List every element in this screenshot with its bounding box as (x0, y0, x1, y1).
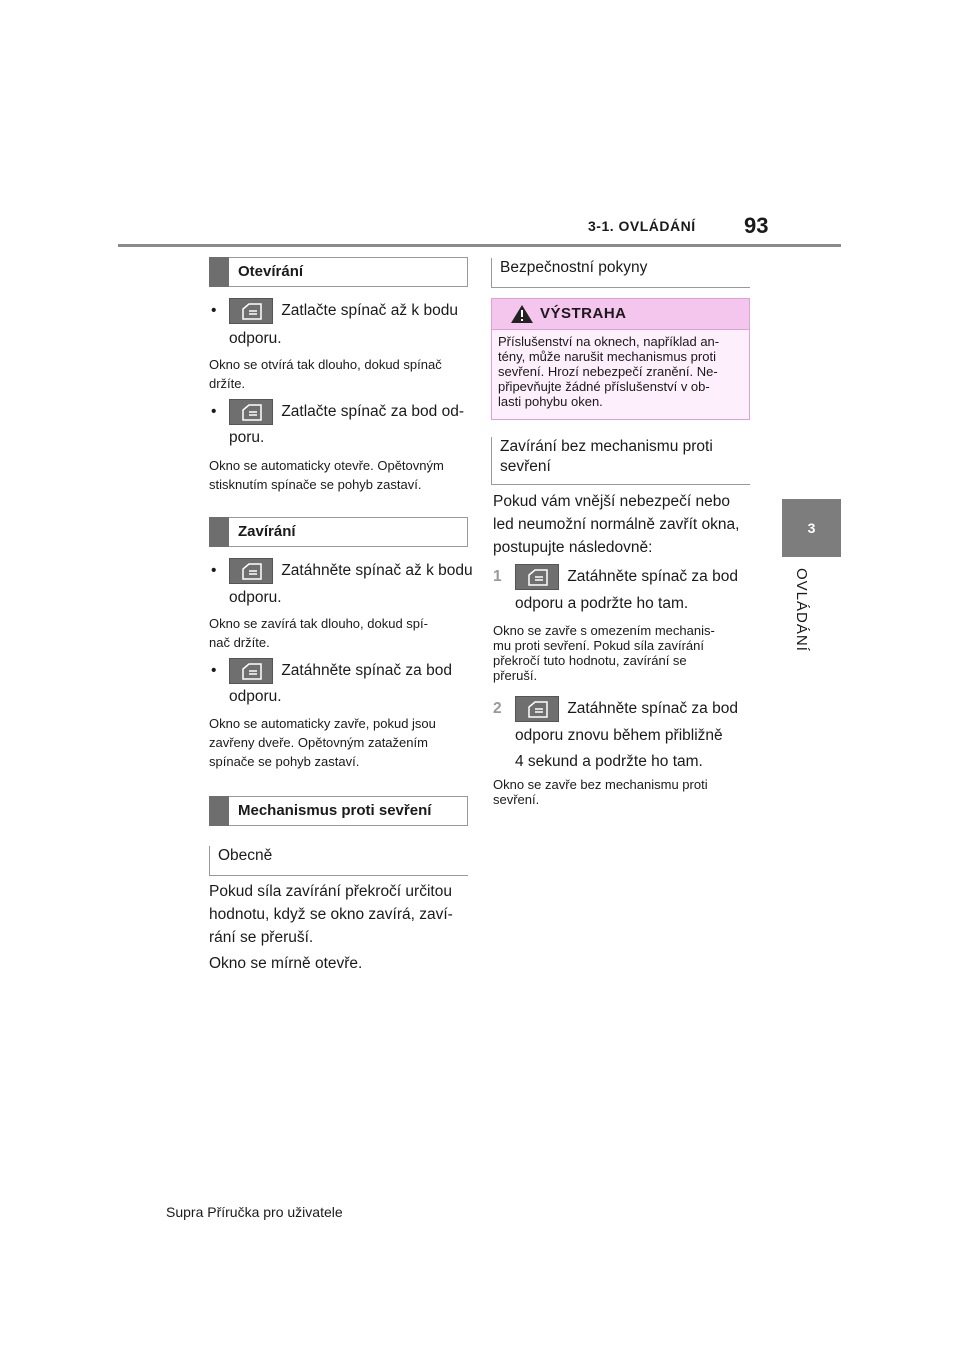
note-text: Okno se zavře bez mechanismu proti sevření. (493, 777, 708, 807)
list-item: • Zatáhněte spínač za bod (211, 658, 452, 684)
note-text: Okno se automaticky zavře, pokud jsou zavřeny dveře. Opětovným zatažením spínače se pohyb zastaví. (209, 716, 436, 769)
step-item: 1 Zatáhněte spínač za bod (493, 564, 738, 590)
section-header-antipinch (209, 796, 468, 826)
note-text: Okno se automaticky otevře. Opětovným stisknutím spínače se pohyb zastaví. (209, 458, 444, 492)
section-header-label: Mechanismus proti sevření (238, 802, 432, 819)
subheader-safety: Bezpečnostní pokyny (491, 258, 750, 288)
paragraph: Pokud síla zavírání překročí určitou hodnotu, když se okno zavírá, zaví- rání se přeruší. (209, 883, 453, 946)
paragraph: Pokud vám vnější nebezpečí nebo led neumožní normálně zavřít okna, postupujte následovně: (493, 493, 740, 556)
window-switch-icon (515, 696, 559, 722)
header-rule (118, 244, 841, 247)
footer-text: Supra Příručka pro uživatele (166, 1204, 343, 1220)
chapter-label: OVLÁDÁNÍ (793, 568, 810, 652)
subheader-general: Obecně (209, 846, 468, 876)
window-switch-icon (515, 564, 559, 590)
window-switch-icon (229, 298, 273, 324)
section-header-label: Zavírání (238, 523, 296, 540)
note-text: Okno se otvírá tak dlouho, dokud spínač držíte. (209, 357, 442, 391)
list-item: • Zatlačte spínač až k bodu (211, 298, 458, 324)
window-switch-icon (229, 558, 273, 584)
subheader-no-antipinch: Zavírání bez mechanismu proti sevření (491, 437, 750, 485)
list-item-cont: poru. (229, 429, 265, 446)
warning-title: VÝSTRAHA (540, 305, 627, 322)
section-header-label: Otevírání (238, 263, 304, 280)
chapter-tab: 3 (782, 499, 841, 557)
note-text: Okno se zavírá tak dlouho, dokud spí- nač držíte. (209, 616, 428, 650)
list-item-cont: odporu. (229, 589, 282, 606)
step-item: 2 Zatáhněte spínač za bod (493, 696, 738, 722)
warning-box (491, 298, 750, 420)
section-header-closing (209, 517, 468, 547)
list-item: • Zatáhněte spínač až k bodu (211, 558, 473, 584)
section-title: 3-1. OVLÁDÁNÍ (588, 218, 696, 234)
warning-triangle-icon (510, 304, 534, 324)
step-item-cont: odporu a podržte ho tam. (515, 595, 689, 612)
list-item-cont: odporu. (229, 330, 282, 347)
section-header-opening (209, 257, 468, 287)
page-number: 93 (744, 213, 769, 238)
window-switch-icon (229, 658, 273, 684)
note-text: Okno se zavře s omezením mechanis- mu proti sevření. Pokud síla zavírání překročí tuto hodnotu, zavírání se přeruší. (493, 623, 715, 683)
list-item-cont: odporu. (229, 688, 282, 705)
list-item: • Zatlačte spínač za bod od- (211, 399, 464, 425)
paragraph: Okno se mírně otevře. (209, 955, 363, 972)
warning-text: Příslušenství na oknech, například an- tény, může narušit mechanismus proti sevření. Hrozí nebezpečí zranění. Ne- připevňujte žádné příslušenství v ob- lasti pohybu oken. (498, 334, 720, 409)
step-item-cont: odporu znovu během přibližně 4 sekund a podržte ho tam. (515, 727, 723, 770)
window-switch-icon (229, 399, 273, 425)
